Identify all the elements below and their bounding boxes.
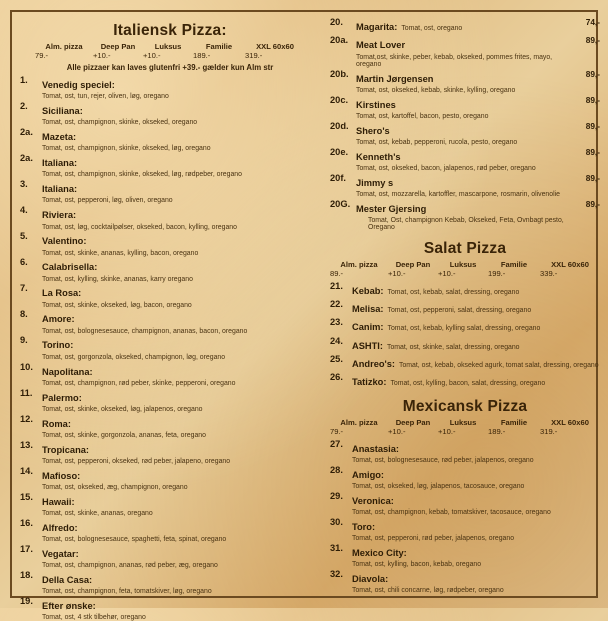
item-ingredients: Tomat, ost, champignon, rød peber, skinke, pepperoni, oregano — [42, 379, 236, 387]
list-item — [20, 284, 320, 309]
item-body — [42, 597, 320, 621]
item-number: 1. — [20, 75, 28, 85]
item-ingredients: Tomat, ost, pepperoni, løg, oliven, oregano — [42, 197, 173, 205]
price-header-cell: XXL 60x60 — [551, 259, 589, 269]
item-body — [42, 128, 320, 153]
price-headers-italiensk — [20, 42, 320, 51]
item-number: 32. — [330, 569, 343, 580]
item-name: Palermo: — [42, 392, 82, 403]
item-body — [42, 310, 320, 335]
item-price: 89,- — [585, 68, 600, 79]
price-header-cell: Alm. pizza — [45, 42, 83, 51]
item-name: Riviera: — [42, 210, 77, 221]
item-body — [42, 284, 320, 309]
section-title-italiensk: Italiensk Pizza: — [113, 22, 227, 39]
item-name: Kenneth's — [356, 151, 401, 162]
item-body — [356, 200, 566, 232]
price-header-cell: Deep Pan — [395, 259, 431, 269]
item-body — [352, 570, 600, 595]
item-number: 21. — [330, 280, 343, 291]
list-item — [20, 206, 320, 231]
item-ingredients: Tomat, ost, pepperoni, salat, dressing, oregano — [387, 306, 532, 314]
item-name: Napolitana: — [42, 366, 93, 377]
price-header-cell: Familie — [500, 259, 528, 269]
item-number: 5. — [20, 231, 28, 242]
section-title-mexicansk: Mexicansk Pizza — [402, 397, 528, 415]
item-ingredients: Tomat, ost, skinke, okseked, løg, bacon, oregano — [42, 301, 192, 309]
item-body — [352, 466, 600, 491]
item-ingredients: Tomat, ost, pepperoni, rød peber, jalapenos, oregano — [352, 535, 515, 543]
item-ingredients: Tomat,ost, skinke, peber, kebab, okseked, pommes frites, mayo, oregano — [356, 53, 553, 68]
item-name: Diavola: — [352, 574, 389, 585]
list-item — [330, 174, 600, 199]
list-item — [330, 300, 600, 317]
price-value-cell: +10.- — [143, 51, 161, 60]
item-ingredients: Tomat, ost, skinke, ananas, oregano — [42, 510, 153, 518]
item-ingredients: Tomat, ost, champignon, skinke, okseked, løg, rødpeber, oregano — [42, 171, 242, 179]
item-name: Veronica: — [352, 496, 394, 506]
item-number: 2a. — [20, 127, 33, 138]
price-value-cell: 79.- — [330, 426, 344, 436]
item-number: 20e. — [330, 146, 349, 157]
item-ingredients: Tomat, ost, skinke, ananas, kylling, bacon, oregano — [42, 249, 199, 257]
list-item — [330, 466, 600, 491]
list-item — [330, 355, 600, 372]
list-item — [330, 148, 600, 173]
item-body — [352, 373, 600, 390]
list-item — [330, 440, 600, 465]
item-body — [42, 206, 320, 231]
list-item — [330, 18, 600, 35]
item-body — [42, 154, 320, 179]
price-value-cell: 339.- — [540, 268, 558, 278]
price-header-cell: Luksus — [449, 417, 477, 427]
item-number: 7. — [20, 283, 28, 294]
item-body — [42, 441, 320, 466]
price-value-cell: +10.- — [438, 268, 456, 278]
item-number: 20d. — [330, 120, 349, 131]
price-value-cell: +10.- — [388, 426, 406, 436]
item-ingredients: Tomat, ost, skinke, salat, dressing, oregano — [387, 343, 520, 351]
item-name: Venedig speciel: — [42, 80, 115, 90]
price-value-cell: 189.- — [193, 51, 211, 60]
item-number: 13. — [20, 439, 33, 450]
item-body — [42, 76, 320, 101]
item-body — [352, 318, 600, 335]
list-item — [20, 493, 320, 518]
item-number: 19. — [20, 595, 33, 606]
item-ingredients: Tomat, ost, champignon, skinke, okseked, oregano — [42, 119, 198, 127]
price-header-cell: Alm. pizza — [340, 417, 378, 427]
item-name: Torino: — [42, 340, 74, 351]
item-body — [356, 36, 566, 68]
item-ingredients: Tomat, ost, mozzarella, kartoffler, mascarpone, rosmarin, olivenolie — [356, 191, 560, 199]
glutenfree-note: Alle pizzaer kan laves glutenfri +39.- gælder kun Alm str — [66, 63, 274, 72]
item-price: 89,- — [585, 172, 600, 183]
item-name: Italiana: — [42, 158, 78, 169]
item-name: Mafioso: — [42, 470, 81, 481]
list-item — [20, 597, 320, 621]
price-value-cell: 79.- — [35, 51, 49, 60]
item-number: 27. — [330, 438, 343, 449]
item-body — [356, 96, 566, 121]
item-name: Mexico City: — [352, 548, 407, 559]
list-item — [20, 389, 320, 414]
item-number: 29. — [330, 491, 343, 501]
item-body — [42, 336, 320, 361]
item-number: 3. — [20, 179, 28, 190]
item-body — [352, 544, 600, 569]
item-name: Melisa: — [352, 303, 384, 314]
item-number: 16. — [20, 517, 33, 528]
item-ingredients: Tomat, ost, okseked, æg, champignon, oregano — [42, 484, 188, 491]
item-body — [42, 102, 320, 127]
item-body — [352, 492, 600, 517]
item-name: Kirstines — [356, 99, 396, 110]
item-ingredients: Tomat, ost, kylling, bacon, salat, dressing, oregano — [390, 380, 546, 388]
item-ingredients: Tomat, ost, chili concarne, løg, rødpeber, oregano — [352, 587, 504, 595]
list-item — [20, 232, 320, 257]
section-title-salat: Salat Pizza — [423, 239, 507, 257]
list-item — [330, 70, 600, 95]
item-ingredients: Tomat, ost, champignon, skinke, okseked, løg, oregano — [42, 145, 211, 153]
item-number: 11. — [20, 387, 33, 398]
price-value-cell: 319.- — [540, 426, 558, 436]
price-header-cell: Deep Pan — [395, 417, 431, 427]
list-item — [20, 363, 320, 388]
item-number: 25. — [330, 353, 343, 364]
item-body — [42, 571, 320, 596]
item-number: 31. — [330, 543, 343, 554]
item-body — [356, 122, 566, 147]
price-headers-salat — [330, 260, 600, 269]
item-number: 20b. — [330, 68, 349, 79]
list-item — [20, 467, 320, 492]
list-item — [20, 128, 320, 153]
item-body — [42, 180, 320, 205]
item-number: 20f. — [330, 172, 347, 183]
item-ingredients: Tomat, ost, champignon, feta, tomatskiver, løg, oregano — [42, 588, 212, 596]
item-body — [352, 440, 600, 465]
item-body — [42, 258, 320, 283]
item-body — [42, 467, 320, 492]
item-price: 89,- — [585, 120, 600, 131]
item-price: 89,- — [585, 146, 600, 157]
item-name: Roma: — [42, 418, 71, 429]
item-body — [352, 337, 600, 354]
item-number: 2a. — [20, 153, 33, 164]
price-header-cell: Familie — [205, 42, 233, 51]
price-value-cell: 199.- — [488, 268, 506, 278]
item-body — [42, 415, 320, 440]
list-item — [330, 492, 600, 517]
item-name: Toro: — [352, 522, 376, 533]
mexicansk-item-list — [330, 440, 600, 595]
right-column — [330, 17, 600, 595]
item-body — [42, 519, 320, 544]
item-price: 89,- — [585, 35, 600, 46]
item-name: Jimmy s — [356, 177, 394, 188]
list-item — [330, 282, 600, 299]
item-name: Amigo: — [352, 469, 385, 480]
item-name: Alfredo: — [42, 522, 78, 533]
item-ingredients: Tomat, ost, kebab, okseked agurk, tomat salat, dressing, oregano — [399, 361, 599, 369]
item-number: 12. — [20, 413, 33, 424]
item-body — [352, 300, 600, 317]
item-ingredients: Tomat, ost, kylling, skinke, ananas, karry oregano — [42, 275, 193, 283]
list-item — [330, 544, 600, 569]
list-item — [330, 337, 600, 354]
list-item — [330, 200, 600, 232]
item-price: 89,- — [585, 94, 600, 105]
italiensk-item-list — [20, 76, 320, 621]
item-body — [42, 232, 320, 257]
list-item — [20, 336, 320, 361]
price-values-salat — [330, 269, 600, 278]
list-item — [20, 76, 320, 101]
item-body — [42, 363, 320, 388]
item-body — [356, 18, 566, 35]
item-number: 4. — [20, 205, 28, 216]
item-number: 26. — [330, 372, 343, 383]
item-name: Calabrisella: — [42, 262, 98, 273]
price-values-italiensk — [20, 51, 320, 60]
item-name: Tropicana: — [42, 444, 90, 455]
item-body — [352, 355, 600, 372]
item-name: Tatizko: — [352, 377, 387, 388]
item-number: 17. — [20, 543, 33, 554]
item-ingredients: Tomat, ost, kebab, kylling salat, dressing, oregano — [387, 325, 541, 333]
item-number: 20. — [330, 17, 343, 27]
item-ingredients: Tomat, ost, okseked, kebab, skinke, kylling, oregano — [356, 86, 516, 94]
item-name: Siciliana: — [42, 106, 83, 117]
list-item — [330, 373, 600, 390]
list-item — [20, 545, 320, 570]
salat-item-list — [330, 282, 600, 390]
list-item — [20, 571, 320, 596]
item-name: ASHTI: — [352, 340, 383, 351]
item-number: 20G. — [330, 198, 351, 209]
item-name: Anastasia: — [352, 443, 400, 454]
item-number: 8. — [20, 309, 28, 320]
left-column — [20, 18, 320, 621]
list-item — [330, 518, 600, 543]
item-name: Della Casa: — [42, 574, 93, 585]
price-header-cell: XXL 60x60 — [256, 42, 294, 51]
list-item — [330, 36, 600, 68]
item-ingredients: Tomat, ost, champignon, ananas, rød peber, æg, oregano — [42, 562, 218, 570]
item-ingredients: Tomat, ost, bolognesesauce, champignon, ananas, bacon, oregano — [42, 327, 248, 335]
item-body — [356, 70, 566, 95]
menu-columns — [20, 17, 600, 621]
list-item — [20, 415, 320, 440]
price-header-cell: Deep Pan — [100, 42, 136, 51]
item-ingredients: Tomat, ost, bolognesesauce, spaghetti, feta, spinat, oregano — [42, 536, 227, 544]
item-body — [352, 282, 600, 299]
item-ingredients: Tomat, Ost, champignon Kebab, Okseked, Feta, Ovnbagt pesto, Oregano — [368, 217, 564, 232]
item-ingredients: Tomat, ost, kylling, bacon, kebab, oregano — [352, 561, 482, 569]
price-header-cell: Luksus — [449, 259, 477, 269]
list-item — [330, 570, 600, 595]
item-name: Efter ønske: — [42, 600, 96, 611]
price-value-cell: +10.- — [93, 51, 111, 60]
list-item — [20, 258, 320, 283]
price-header-cell: Luksus — [154, 42, 182, 51]
item-body — [356, 148, 566, 173]
item-body — [42, 389, 320, 414]
list-item — [20, 441, 320, 466]
item-name: Martin Jørgensen — [356, 73, 434, 84]
item-number: 15. — [20, 491, 33, 502]
list-item — [330, 122, 600, 147]
item-name: Hawaii: — [42, 496, 75, 507]
item-body — [42, 493, 320, 518]
item-name: Amore: — [42, 314, 75, 325]
item-ingredients: Tomat, ost, 4 stk tilbehør, oregano — [42, 614, 146, 621]
item-ingredients: Tomat, ost, kartoffel, bacon, pesto, oregano — [356, 112, 489, 120]
item-name: La Rosa: — [42, 288, 82, 299]
item-number: 9. — [20, 335, 28, 346]
price-value-cell: 189.- — [488, 426, 506, 436]
item-number: 30. — [330, 517, 343, 528]
price-values-mexicansk — [330, 427, 600, 436]
item-number: 2. — [20, 101, 28, 112]
item-ingredients: Tomat, ost, kebab, pepperoni, rucola, pesto, oregano — [356, 138, 518, 146]
item-ingredients: Tomat, ost, skinke, gorgonzola, ananas, feta, oregano — [42, 431, 206, 439]
item-number: 23. — [330, 317, 343, 328]
item-body — [356, 174, 566, 199]
item-ingredients: Tomat, ost, pepperoni, okseked, rød peber, jalapeno, oregano — [42, 457, 231, 465]
item-name: Mazeta: — [42, 132, 77, 143]
item-ingredients: Tomat, ost, tun, rejer, oliven, løg, oregano — [42, 93, 169, 101]
item-number: 20a. — [330, 35, 349, 46]
item-name: Vegatar: — [42, 548, 79, 559]
price-headers-mexicansk — [330, 418, 600, 427]
item-number: 18. — [20, 569, 33, 580]
price-header-cell: Alm. pizza — [340, 259, 378, 269]
item-ingredients: Tomat, ost, okseked, løg, jalapenos, tacosauce, oregano — [352, 483, 525, 491]
list-item — [20, 102, 320, 127]
item-ingredients: Tomat, ost, oregano — [401, 25, 463, 32]
menu-page — [10, 10, 600, 621]
item-ingredients: Tomat, ost, løg, cocktailpølser, okseked, bacon, kylling, oregano — [42, 223, 237, 231]
item-ingredients: Tomat, ost, skinke, okseked, løg, jalapenos, oregano — [42, 405, 203, 413]
item-number: 28. — [330, 464, 343, 475]
item-name: Magarita: — [356, 22, 398, 32]
price-value-cell: +10.- — [438, 426, 456, 436]
item-name: Shero's — [356, 125, 390, 136]
list-item — [330, 96, 600, 121]
list-item — [20, 154, 320, 179]
price-value-cell: 319.- — [245, 51, 263, 60]
item-ingredients: Tomat, ost, okseked, bacon, jalapenos, rød peber, oregano — [356, 165, 536, 173]
item-name: Italiana: — [42, 184, 78, 195]
item-ingredients: Tomat, ost, gorgonzola, okseked, champignon, løg, oregano — [42, 353, 226, 361]
item-name: Kebab: — [352, 285, 384, 296]
item-name: Mester Gjersing — [356, 203, 427, 214]
item-price: 74,- — [585, 17, 600, 27]
item-name: Meat Lover — [356, 40, 406, 51]
item-number: 6. — [20, 257, 28, 268]
item-ingredients: Tomat, ost, bolognesesauce, rød peber, jalapenos, oregano — [352, 457, 534, 465]
price-value-cell: +10.- — [388, 268, 406, 278]
specialty-item-list — [330, 18, 600, 232]
item-number: 20c. — [330, 94, 349, 105]
price-header-cell: XXL 60x60 — [551, 417, 589, 427]
item-name: Andreo's: — [352, 358, 396, 369]
item-number: 22. — [330, 298, 343, 309]
price-value-cell: 89.- — [330, 268, 344, 278]
item-body — [42, 545, 320, 570]
item-number: 10. — [20, 361, 33, 372]
item-name: Valentino: — [42, 236, 87, 247]
item-number: 24. — [330, 335, 343, 346]
price-header-cell: Familie — [500, 417, 528, 427]
list-item — [20, 310, 320, 335]
item-ingredients: Tomat, ost, champignon, kebab, tomatskiver, tacosauce, oregano — [352, 509, 551, 517]
item-name: Canim: — [352, 322, 384, 333]
list-item — [20, 519, 320, 544]
list-item — [330, 318, 600, 335]
item-ingredients: Tomat, ost, kebab, salat, dressing, oregano — [387, 288, 520, 296]
item-number: 14. — [20, 465, 33, 476]
item-price: 89,- — [585, 198, 600, 209]
item-body — [352, 518, 600, 543]
list-item — [20, 180, 320, 205]
